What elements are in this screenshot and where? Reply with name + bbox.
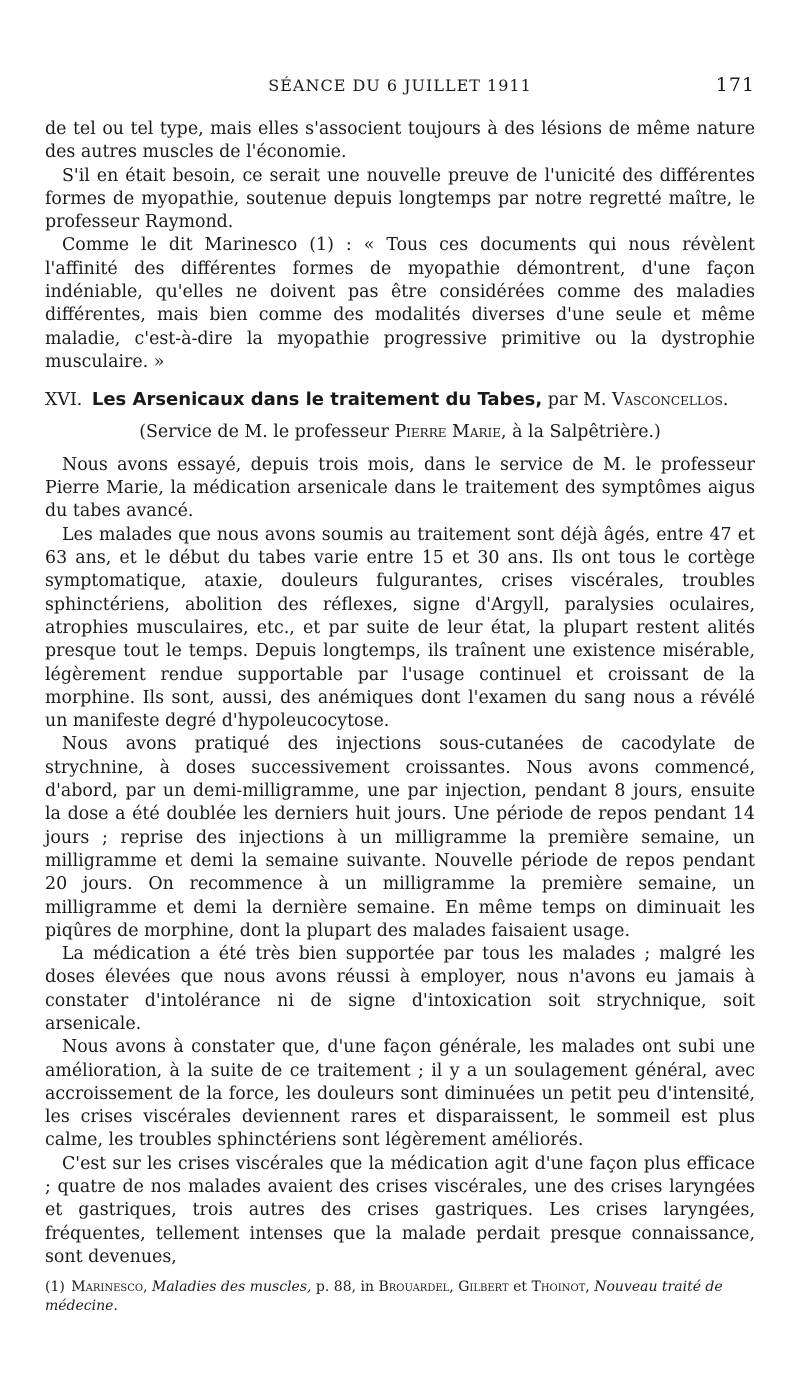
section-title: Les Arsenicaux dans le traitement du Tabes, — [91, 389, 543, 411]
section-number: XVI. — [45, 390, 83, 411]
service-name: Pierre Marie, — [394, 421, 507, 442]
paragraph: S'il en était besoin, ce serait une nouvelle preuve de l'unicité des différentes formes de myopathie, soutenue depuis longtemps par notre regretté maître, le professeur Raymond. — [45, 165, 755, 233]
section-heading — [45, 388, 755, 412]
footnote-editors: Brouardel, Gilbert — [378, 1279, 509, 1295]
author-name: Vasconcellos. — [611, 390, 729, 411]
footnote-author: Marinesco, — [71, 1279, 148, 1295]
footnote — [45, 1278, 755, 1316]
paragraph: Comme le dit Marinesco (1) : « Tous ces documents qui nous révèlent l'affinité des différentes formes de myopathie démontrent, d'une façon indéniable, qu'elles ne doivent pas être considérées comme des maladies différentes, mais bien comme des modalités diverses d'une seule et même maladie, c'est-à-dire la myopathie progressive primitive ou la dystrophie musculaire. » — [45, 235, 755, 372]
paragraph: Nous avons essayé, depuis trois mois, dans le service de M. le professeur Pierre Marie, la médication arsenicale dans le traitement des symptômes aigus du tabes avancé. — [45, 454, 755, 522]
footnote-editor3: Thoinot, — [531, 1279, 590, 1295]
paragraph: de tel ou tel type, mais elles s'associent toujours à des lésions de même nature des autres muscles de l'économie. — [45, 119, 755, 163]
paragraph: La médication a été très bien supportée par tous les malades ; malgré les doses élevées que nous avons réussi à employer, nous n'avons eu jamais à constater d'intolérance ni de signe d'intoxication soit strychnique, soit arsenicale. — [45, 944, 755, 1034]
author-prefix: par M. — [547, 390, 607, 411]
body-text — [45, 118, 755, 1269]
paragraph: C'est sur les crises viscérales que la médication agit d'une façon plus efficace ; quatre de nos malades avaient des crises viscérales, une des crises laryngées et gastriques, trois autres des crises gastriques. Les crises laryngées, fréquentes, tellement intenses que la malade perdait presque connaissance, sont devenues, — [45, 1153, 755, 1267]
footnote-and: et — [513, 1279, 528, 1295]
page-header — [45, 72, 755, 102]
footnote-work: Maladies des muscles, — [152, 1279, 312, 1295]
paragraph: Nous avons pratiqué des injections sous-cutanées de cacodylate de strychnine, à doses successivement croissantes. Nous avons commencé, d'abord, par un demi-milligramme, une par injection, pendant 8 jours, ensuite la dose a été doublée les derniers huit jours. Une période de repos pendant 14 jours ; reprise des injections à un milligramme la première semaine, un milligramme et demi la semaine suivante. Nouvelle période de repos pendant 20 jours. On recommence à un milligramme la première semaine, un milligramme et demi la dernière semaine. En même temps on diminuait les piqûres de morphine, dont la plupart des malades faisaient usage. — [45, 734, 755, 941]
footnote-marker: (1) — [45, 1279, 65, 1295]
section-affiliation — [45, 421, 755, 444]
paragraph: Les malades que nous avons soumis au traitement sont déjà âgés, entre 47 et 63 ans, et le début du tabes varie entre 15 et 30 ans. Ils ont tous le cortège symptomatique, ataxie, douleurs fulgurantes, crises viscérales, troubles sphinctériens, abolition des réflexes, signe d'Argyll, paralysies oculaires, atrophies musculaires, etc., et par suite de leur état, la plupart restent alités presque tout le temps. Depuis longtemps, ils traînent une existence misérable, légèrement rendue supportable par l'usage continuel et croissant de la morphine. Ils sont, aussi, des anémiques dont l'examen du sang nous a révélé un manifeste degré d'hypoleucocytose. — [45, 524, 755, 732]
service-prefix: (Service de M. le professeur — [139, 421, 389, 442]
service-suffix: à la Salpêtrière.) — [512, 421, 661, 442]
paragraph: Nous avons à constater que, d'une façon générale, les malades ont subi une amélioration, à la suite de ce traitement ; il y a un soulagement général, avec accroissement de la force, les douleurs sont diminuées un petit peu d'intensité, les crises viscérales deviennent rares et disparaissent, le sommeil est plus calme, les troubles sphinctériens sont légèrement améliorés. — [45, 1037, 755, 1151]
footnote-series: Nouveau traité de médecine. — [45, 1279, 723, 1314]
running-head: SÉANCE DU 6 JUILLET 1911 — [268, 76, 532, 95]
footnote-pages: p. 88, in — [315, 1279, 374, 1295]
page-number: 171 — [715, 74, 755, 96]
